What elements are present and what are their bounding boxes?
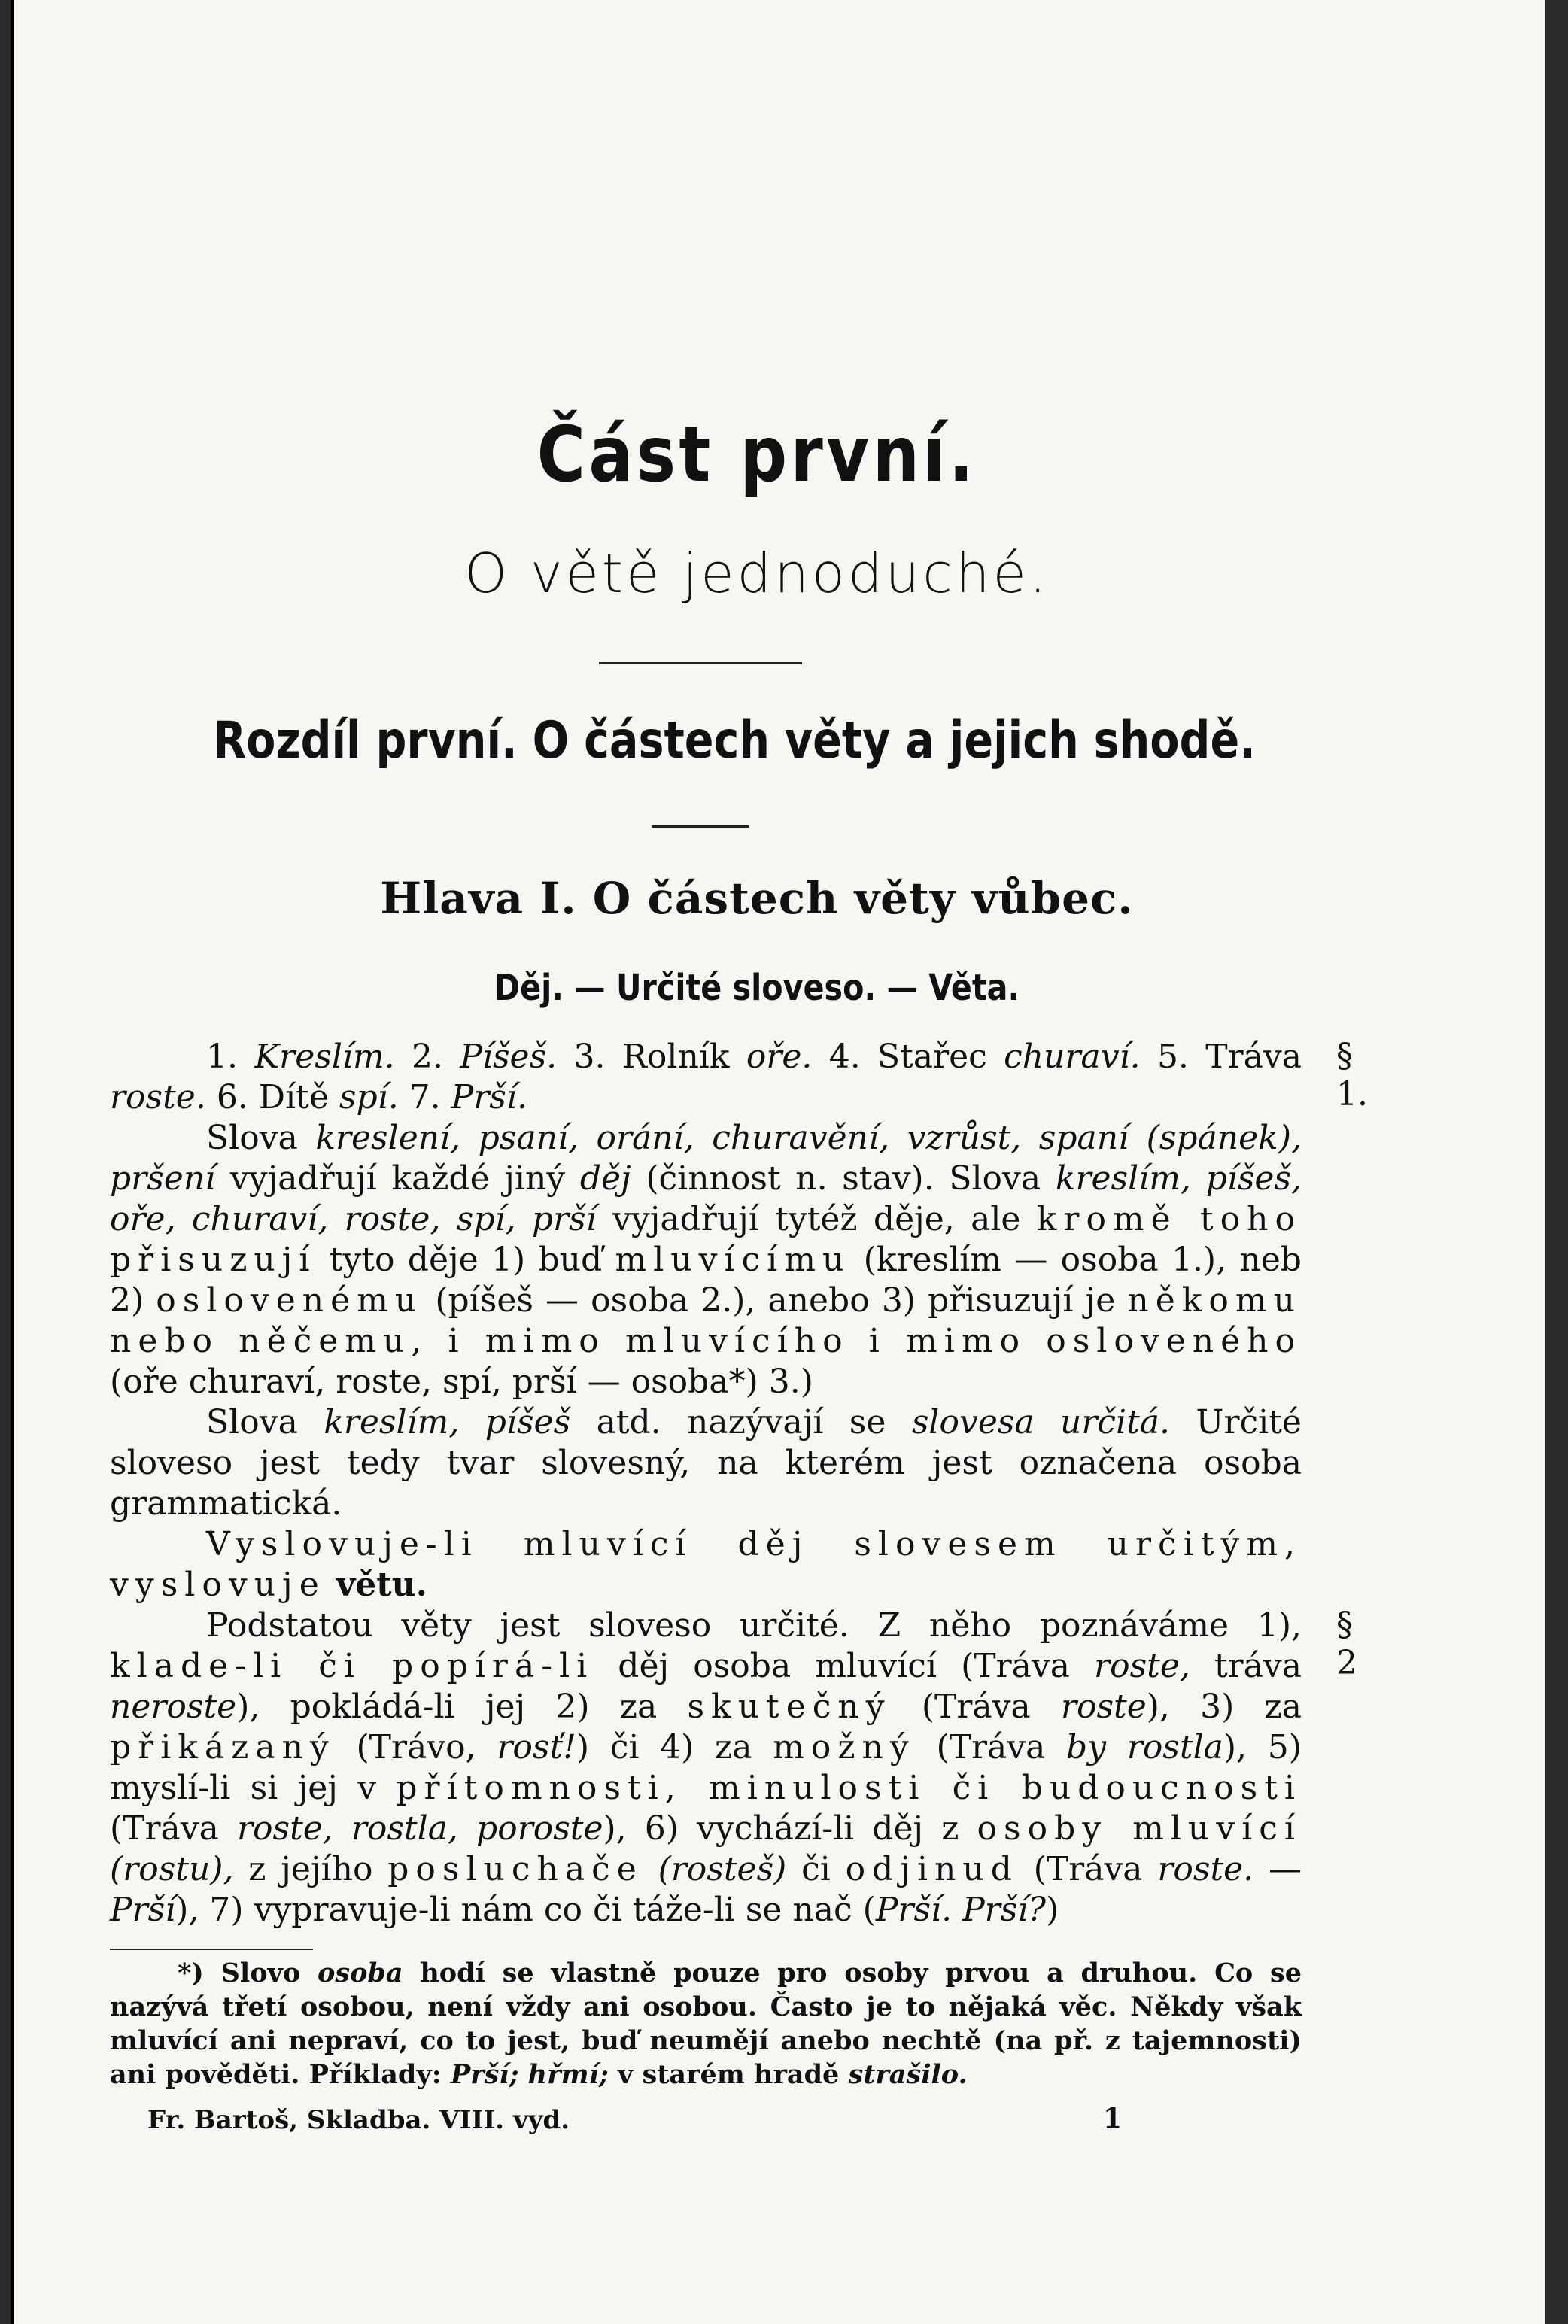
- main-text: [110, 1037, 1302, 1931]
- chapter-title: Hlava I. O částech věty vůbec.: [380, 873, 1134, 924]
- part-title: Část první.: [536, 410, 977, 500]
- page-number: 1: [1103, 2103, 1123, 2134]
- footnote-divider: [110, 1949, 313, 1950]
- section-mark-2: § 2: [1336, 1606, 1357, 1682]
- page-footer-source: Fr. Bartoš, Skladba. VIII. vyd.: [147, 2105, 570, 2135]
- section-divider: [652, 825, 749, 828]
- example-sentences: 1. Kreslím. 2. Píšeš. 3. Rolník oře. 4. Stařec churaví. 5. Tráva roste. 6. Dítě spí. 7. Prší.: [110, 1037, 1302, 1116]
- footnote: *) Slovo osoba hodí se vlastně pouze pro osoby prvou a druhou. Co se nazývá třetí osobou, není vždy ani osobou. Často je to nějaká věc. Někdy však mluvící ani nepraví, co to jest, buď neumějí anebo nechtě (na př. z tajemnosti) ani pověděti. Příklady: Prší; hřmí; v starém hradě strašilo.: [110, 1958, 1302, 2090]
- title-divider: [599, 662, 802, 664]
- paragraph-basis: Podstatou věty jest sloveso určité. Z něho poznáváme 1), klade-li či popírá-li děj osoba mluvící (Tráva roste, tráva neroste), pokládá-li jej 2) za skutečný (Tráva roste), 3) za přikázaný (Trávo, rosť!) či 4) za možný (Tráva by rostla), 5) myslí-li si jej v přítomnosti, minulosti či budoucnosti (Tráva roste, rostla, poroste), 6) vychází-li děj z osoby mluvící (rostu), z jejího posluchače (rosteš) či odjinud (Tráva roste. — Prší), 7) vypravuje-li nám co či táže-li se nač (Prší. Prší?): [110, 1606, 1302, 1929]
- paragraph-verbs: Slova kreslení, psaní, orání, churavění, vzrůst, spaní (spánek), pršení vyjadřují každé jiný děj (činnost n. stav). Slova kreslím, píšeš, oře, churaví, roste, spí, prší vyjadřují tytéž děje, ale kromě toho přisuzují tyto děje 1) buď mluvícímu (kreslím — osoba 1.), neb 2) oslovenému (píšeš — osoba 2.), anebo 3) přisuzují je někomu nebo něčemu, i mimo mluvícího i mimo osloveného (oře churaví, roste, spí, prší — osoba*) 3.): [110, 1119, 1302, 1401]
- section-title: Rozdíl první. O částech věty a jejich shodě.: [213, 711, 1256, 770]
- paragraph-sentence: Vyslovuje-li mluvící děj slovesem určitým, vyslovuje větu.: [110, 1525, 1302, 1604]
- topic-heading: Děj. — Určité sloveso. — Věta.: [494, 967, 1020, 1009]
- paragraph-definite-verb: Slova kreslím, píšeš atd. nazývají se slovesa určitá. Určité sloveso jest tedy tvar slovesný, na kterém jest označena osoba grammatická.: [110, 1403, 1302, 1523]
- part-subtitle: O větě jednoduché.: [464, 542, 1050, 605]
- section-mark-1: § 1.: [1336, 1037, 1368, 1113]
- book-page: [11, 0, 1545, 2324]
